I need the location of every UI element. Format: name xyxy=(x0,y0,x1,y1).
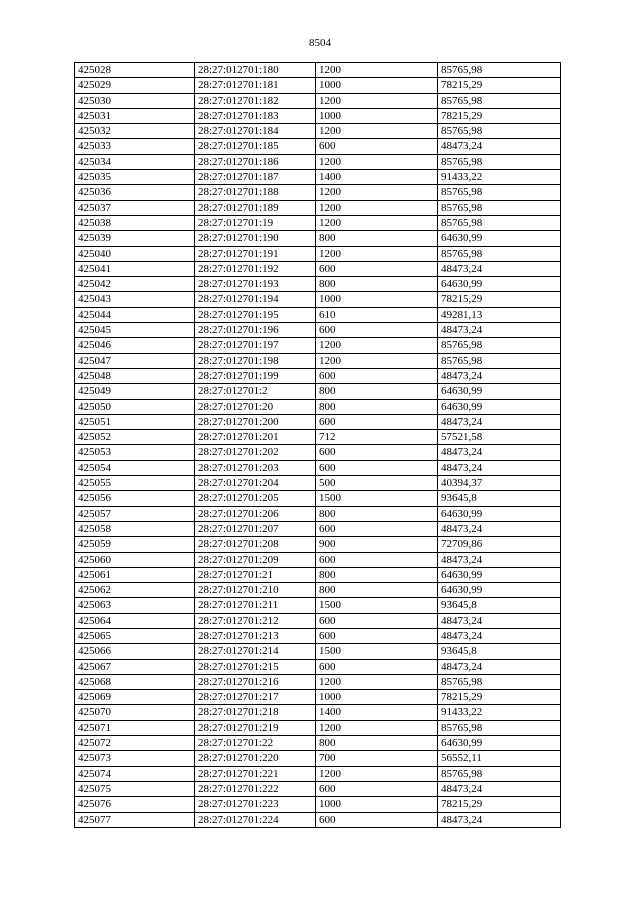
area-cell: 1000 xyxy=(316,108,438,123)
cadastral-number-cell: 28:27:012701:194 xyxy=(195,292,316,307)
cadastral-number-cell: 28:27:012701:181 xyxy=(195,78,316,93)
record-number-cell: 425060 xyxy=(75,552,195,567)
area-cell: 600 xyxy=(316,628,438,643)
record-number-cell: 425073 xyxy=(75,751,195,766)
record-number-cell: 425039 xyxy=(75,231,195,246)
record-number-cell: 425074 xyxy=(75,766,195,781)
area-cell: 1000 xyxy=(316,797,438,812)
area-cell: 800 xyxy=(316,384,438,399)
table-row xyxy=(75,491,561,506)
record-number-cell: 425069 xyxy=(75,690,195,705)
area-cell: 1000 xyxy=(316,292,438,307)
table-row xyxy=(75,231,561,246)
table-row xyxy=(75,736,561,751)
table-row xyxy=(75,521,561,536)
table-row xyxy=(75,476,561,491)
cadastral-number-cell: 28:27:012701:186 xyxy=(195,154,316,169)
value-cell: 85765,98 xyxy=(438,353,561,368)
record-number-cell: 425031 xyxy=(75,108,195,123)
table-row xyxy=(75,323,561,338)
table-row xyxy=(75,414,561,429)
cadastral-number-cell: 28:27:012701:188 xyxy=(195,185,316,200)
table-row xyxy=(75,399,561,414)
record-number-cell: 425063 xyxy=(75,598,195,613)
cadastral-number-cell: 28:27:012701:211 xyxy=(195,598,316,613)
value-cell: 85765,98 xyxy=(438,200,561,215)
value-cell: 85765,98 xyxy=(438,124,561,139)
table-row xyxy=(75,430,561,445)
record-number-cell: 425055 xyxy=(75,476,195,491)
area-cell: 1000 xyxy=(316,690,438,705)
record-number-cell: 425056 xyxy=(75,491,195,506)
value-cell: 85765,98 xyxy=(438,246,561,261)
area-cell: 1200 xyxy=(316,185,438,200)
cadastral-number-cell: 28:27:012701:196 xyxy=(195,323,316,338)
area-cell: 610 xyxy=(316,307,438,322)
value-cell: 49281,13 xyxy=(438,307,561,322)
cadastral-number-cell: 28:27:012701:215 xyxy=(195,659,316,674)
record-number-cell: 425030 xyxy=(75,93,195,108)
cadastral-number-cell: 28:27:012701:216 xyxy=(195,674,316,689)
area-cell: 600 xyxy=(316,521,438,536)
table-row xyxy=(75,766,561,781)
value-cell: 85765,98 xyxy=(438,766,561,781)
cadastral-number-cell: 28:27:012701:217 xyxy=(195,690,316,705)
record-number-cell: 425062 xyxy=(75,583,195,598)
record-number-cell: 425037 xyxy=(75,200,195,215)
table-row xyxy=(75,445,561,460)
record-number-cell: 425070 xyxy=(75,705,195,720)
cadastral-number-cell: 28:27:012701:180 xyxy=(195,63,316,78)
record-number-cell: 425036 xyxy=(75,185,195,200)
table-row xyxy=(75,200,561,215)
value-cell: 85765,98 xyxy=(438,338,561,353)
area-cell: 1200 xyxy=(316,124,438,139)
value-cell: 57521,58 xyxy=(438,430,561,445)
area-cell: 1500 xyxy=(316,644,438,659)
value-cell: 93645,8 xyxy=(438,598,561,613)
value-cell: 48473,24 xyxy=(438,368,561,383)
record-number-cell: 425032 xyxy=(75,124,195,139)
page-number: 8504 xyxy=(309,37,331,49)
cadastral-number-cell: 28:27:012701:2 xyxy=(195,384,316,399)
area-cell: 1400 xyxy=(316,170,438,185)
area-cell: 1500 xyxy=(316,491,438,506)
value-cell: 78215,29 xyxy=(438,108,561,123)
area-cell: 1200 xyxy=(316,720,438,735)
table-row xyxy=(75,644,561,659)
area-cell: 1200 xyxy=(316,200,438,215)
record-number-cell: 425041 xyxy=(75,261,195,276)
record-number-cell: 425052 xyxy=(75,430,195,445)
value-cell: 85765,98 xyxy=(438,185,561,200)
cadastral-number-cell: 28:27:012701:223 xyxy=(195,797,316,812)
cadastral-number-cell: 28:27:012701:219 xyxy=(195,720,316,735)
value-cell: 48473,24 xyxy=(438,659,561,674)
record-number-cell: 425028 xyxy=(75,63,195,78)
area-cell: 600 xyxy=(316,659,438,674)
area-cell: 1400 xyxy=(316,705,438,720)
area-cell: 1200 xyxy=(316,246,438,261)
area-cell: 600 xyxy=(316,368,438,383)
area-cell: 1200 xyxy=(316,63,438,78)
area-cell: 800 xyxy=(316,736,438,751)
table-row xyxy=(75,124,561,139)
table-row xyxy=(75,154,561,169)
area-cell: 600 xyxy=(316,781,438,796)
record-number-cell: 425033 xyxy=(75,139,195,154)
area-cell: 700 xyxy=(316,751,438,766)
area-cell: 600 xyxy=(316,323,438,338)
record-number-cell: 425047 xyxy=(75,353,195,368)
cadastral-number-cell: 28:27:012701:191 xyxy=(195,246,316,261)
value-cell: 64630,99 xyxy=(438,506,561,521)
record-number-cell: 425057 xyxy=(75,506,195,521)
value-cell: 78215,29 xyxy=(438,78,561,93)
table-row xyxy=(75,93,561,108)
cadastral-number-cell: 28:27:012701:205 xyxy=(195,491,316,506)
record-number-cell: 425045 xyxy=(75,323,195,338)
table-row xyxy=(75,170,561,185)
value-cell: 48473,24 xyxy=(438,414,561,429)
cadastral-number-cell: 28:27:012701:221 xyxy=(195,766,316,781)
record-number-cell: 425067 xyxy=(75,659,195,674)
record-number-cell: 425051 xyxy=(75,414,195,429)
table-row xyxy=(75,353,561,368)
cadastral-number-cell: 28:27:012701:224 xyxy=(195,812,316,827)
record-number-cell: 425054 xyxy=(75,460,195,475)
record-number-cell: 425048 xyxy=(75,368,195,383)
value-cell: 48473,24 xyxy=(438,613,561,628)
value-cell: 64630,99 xyxy=(438,231,561,246)
cadastral-number-cell: 28:27:012701:192 xyxy=(195,261,316,276)
table-row xyxy=(75,751,561,766)
value-cell: 64630,99 xyxy=(438,583,561,598)
area-cell: 1200 xyxy=(316,766,438,781)
cadastral-number-cell: 28:27:012701:197 xyxy=(195,338,316,353)
table-row xyxy=(75,78,561,93)
table-row xyxy=(75,63,561,78)
record-number-cell: 425049 xyxy=(75,384,195,399)
area-cell: 712 xyxy=(316,430,438,445)
cadastral-number-cell: 28:27:012701:22 xyxy=(195,736,316,751)
area-cell: 600 xyxy=(316,414,438,429)
cadastral-number-cell: 28:27:012701:19 xyxy=(195,215,316,230)
table-row xyxy=(75,628,561,643)
value-cell: 48473,24 xyxy=(438,521,561,536)
area-cell: 1200 xyxy=(316,154,438,169)
table-row xyxy=(75,261,561,276)
value-cell: 48473,24 xyxy=(438,628,561,643)
record-number-cell: 425061 xyxy=(75,567,195,582)
cadastral-number-cell: 28:27:012701:21 xyxy=(195,567,316,582)
cadastral-number-cell: 28:27:012701:195 xyxy=(195,307,316,322)
value-cell: 91433,22 xyxy=(438,705,561,720)
value-cell: 64630,99 xyxy=(438,567,561,582)
area-cell: 600 xyxy=(316,613,438,628)
record-number-cell: 425059 xyxy=(75,537,195,552)
table-row xyxy=(75,720,561,735)
table-row xyxy=(75,139,561,154)
record-number-cell: 425043 xyxy=(75,292,195,307)
record-number-cell: 425068 xyxy=(75,674,195,689)
value-cell: 78215,29 xyxy=(438,292,561,307)
record-number-cell: 425040 xyxy=(75,246,195,261)
cadastral-number-cell: 28:27:012701:206 xyxy=(195,506,316,521)
value-cell: 48473,24 xyxy=(438,781,561,796)
cadastral-number-cell: 28:27:012701:210 xyxy=(195,583,316,598)
record-number-cell: 425044 xyxy=(75,307,195,322)
value-cell: 93645,8 xyxy=(438,644,561,659)
value-cell: 48473,24 xyxy=(438,261,561,276)
value-cell: 64630,99 xyxy=(438,277,561,292)
table-row xyxy=(75,659,561,674)
table-row xyxy=(75,338,561,353)
area-cell: 1200 xyxy=(316,93,438,108)
cadastral-number-cell: 28:27:012701:184 xyxy=(195,124,316,139)
value-cell: 40394,37 xyxy=(438,476,561,491)
table-row xyxy=(75,552,561,567)
registry-table-body xyxy=(75,63,561,828)
cadastral-number-cell: 28:27:012701:220 xyxy=(195,751,316,766)
cadastral-number-cell: 28:27:012701:190 xyxy=(195,231,316,246)
area-cell: 900 xyxy=(316,537,438,552)
record-number-cell: 425053 xyxy=(75,445,195,460)
table-row xyxy=(75,812,561,827)
value-cell: 48473,24 xyxy=(438,812,561,827)
table-row xyxy=(75,307,561,322)
cadastral-number-cell: 28:27:012701:209 xyxy=(195,552,316,567)
table-row xyxy=(75,705,561,720)
record-number-cell: 425071 xyxy=(75,720,195,735)
cadastral-number-cell: 28:27:012701:203 xyxy=(195,460,316,475)
table-row xyxy=(75,674,561,689)
value-cell: 48473,24 xyxy=(438,445,561,460)
cadastral-number-cell: 28:27:012701:189 xyxy=(195,200,316,215)
value-cell: 56552,11 xyxy=(438,751,561,766)
cadastral-number-cell: 28:27:012701:201 xyxy=(195,430,316,445)
table-row xyxy=(75,537,561,552)
cadastral-number-cell: 28:27:012701:185 xyxy=(195,139,316,154)
record-number-cell: 425038 xyxy=(75,215,195,230)
value-cell: 85765,98 xyxy=(438,720,561,735)
table-row xyxy=(75,797,561,812)
table-row xyxy=(75,108,561,123)
area-cell: 800 xyxy=(316,567,438,582)
cadastral-number-cell: 28:27:012701:199 xyxy=(195,368,316,383)
value-cell: 85765,98 xyxy=(438,215,561,230)
cadastral-number-cell: 28:27:012701:187 xyxy=(195,170,316,185)
area-cell: 1200 xyxy=(316,353,438,368)
area-cell: 1200 xyxy=(316,338,438,353)
cadastral-number-cell: 28:27:012701:20 xyxy=(195,399,316,414)
record-number-cell: 425046 xyxy=(75,338,195,353)
area-cell: 1000 xyxy=(316,78,438,93)
area-cell: 1200 xyxy=(316,215,438,230)
table-row xyxy=(75,368,561,383)
value-cell: 48473,24 xyxy=(438,460,561,475)
value-cell: 93645,8 xyxy=(438,491,561,506)
value-cell: 78215,29 xyxy=(438,690,561,705)
value-cell: 48473,24 xyxy=(438,323,561,338)
record-number-cell: 425072 xyxy=(75,736,195,751)
value-cell: 64630,99 xyxy=(438,736,561,751)
record-number-cell: 425050 xyxy=(75,399,195,414)
value-cell: 85765,98 xyxy=(438,93,561,108)
area-cell: 600 xyxy=(316,812,438,827)
area-cell: 600 xyxy=(316,261,438,276)
cadastral-number-cell: 28:27:012701:204 xyxy=(195,476,316,491)
value-cell: 85765,98 xyxy=(438,154,561,169)
cadastral-number-cell: 28:27:012701:207 xyxy=(195,521,316,536)
area-cell: 1500 xyxy=(316,598,438,613)
table-row xyxy=(75,583,561,598)
record-number-cell: 425065 xyxy=(75,628,195,643)
area-cell: 500 xyxy=(316,476,438,491)
area-cell: 600 xyxy=(316,460,438,475)
record-number-cell: 425029 xyxy=(75,78,195,93)
area-cell: 800 xyxy=(316,583,438,598)
cadastral-number-cell: 28:27:012701:183 xyxy=(195,108,316,123)
record-number-cell: 425076 xyxy=(75,797,195,812)
record-number-cell: 425075 xyxy=(75,781,195,796)
table-row xyxy=(75,215,561,230)
value-cell: 85765,98 xyxy=(438,63,561,78)
cadastral-number-cell: 28:27:012701:218 xyxy=(195,705,316,720)
area-cell: 600 xyxy=(316,445,438,460)
cadastral-number-cell: 28:27:012701:213 xyxy=(195,628,316,643)
record-number-cell: 425034 xyxy=(75,154,195,169)
table-row xyxy=(75,613,561,628)
cadastral-number-cell: 28:27:012701:202 xyxy=(195,445,316,460)
table-row xyxy=(75,506,561,521)
record-number-cell: 425035 xyxy=(75,170,195,185)
area-cell: 800 xyxy=(316,506,438,521)
value-cell: 72709,86 xyxy=(438,537,561,552)
cadastral-number-cell: 28:27:012701:222 xyxy=(195,781,316,796)
cadastral-number-cell: 28:27:012701:212 xyxy=(195,613,316,628)
area-cell: 800 xyxy=(316,231,438,246)
area-cell: 800 xyxy=(316,399,438,414)
value-cell: 91433,22 xyxy=(438,170,561,185)
registry-table xyxy=(74,62,561,828)
cadastral-number-cell: 28:27:012701:198 xyxy=(195,353,316,368)
value-cell: 48473,24 xyxy=(438,139,561,154)
cadastral-number-cell: 28:27:012701:193 xyxy=(195,277,316,292)
record-number-cell: 425058 xyxy=(75,521,195,536)
table-row xyxy=(75,567,561,582)
table-row xyxy=(75,598,561,613)
table-row xyxy=(75,384,561,399)
table-row xyxy=(75,277,561,292)
table-row xyxy=(75,292,561,307)
cadastral-number-cell: 28:27:012701:182 xyxy=(195,93,316,108)
cadastral-number-cell: 28:27:012701:214 xyxy=(195,644,316,659)
area-cell: 600 xyxy=(316,139,438,154)
record-number-cell: 425066 xyxy=(75,644,195,659)
cadastral-number-cell: 28:27:012701:200 xyxy=(195,414,316,429)
table-row xyxy=(75,246,561,261)
cadastral-number-cell: 28:27:012701:208 xyxy=(195,537,316,552)
value-cell: 48473,24 xyxy=(438,552,561,567)
record-number-cell: 425042 xyxy=(75,277,195,292)
record-number-cell: 425077 xyxy=(75,812,195,827)
area-cell: 1200 xyxy=(316,674,438,689)
area-cell: 600 xyxy=(316,552,438,567)
table-row xyxy=(75,781,561,796)
record-number-cell: 425064 xyxy=(75,613,195,628)
value-cell: 78215,29 xyxy=(438,797,561,812)
table-row xyxy=(75,690,561,705)
area-cell: 800 xyxy=(316,277,438,292)
table-row xyxy=(75,185,561,200)
table-row xyxy=(75,460,561,475)
value-cell: 64630,99 xyxy=(438,399,561,414)
value-cell: 64630,99 xyxy=(438,384,561,399)
value-cell: 85765,98 xyxy=(438,674,561,689)
